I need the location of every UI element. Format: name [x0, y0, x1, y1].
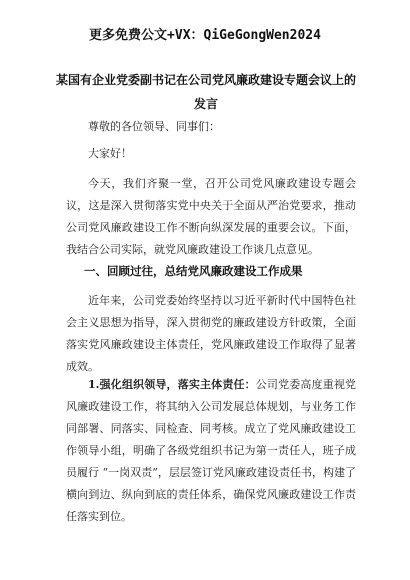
section-1-heading: 一、回顾过往，总结党风廉政建设工作成果 — [84, 264, 303, 278]
document-title: 某国有企业党委副书记在公司党风廉政建设专题会议上的发言 — [56, 73, 357, 111]
greeting: 大家好！ — [88, 147, 132, 160]
watermark-text: 更多免费公文+VX：QiGeGongWen2024 — [89, 28, 321, 43]
intro-paragraph: 今天，我们齐聚一堂，召开公司党风廉政建设专题会议，这是深入贯彻落实党中央关于全面从严治党要求，推动公司党风廉政建设工作不断向纵深发展的重要会议。下面，我结合公司实际，就党风廉政建设工作谈几点意见。 — [66, 177, 356, 256]
section-1-paragraph: 近年来，公司党委始终坚持以习近平新时代中国特色社会主义思想为指导，深入贯彻党的廉政建设方针政策，全面落实党风廉政建设主体责任，党风廉政建设工作取得了显著成效。 — [66, 294, 356, 373]
point-1-paragraph — [66, 374, 356, 528]
point-1-lead: 1.强化组织领导，落实主体责任： — [88, 378, 256, 391]
salutation: 尊敬的各位领导、同事们： — [88, 120, 220, 133]
point-1-body: 公司党委高度重视党风廉政建设工作，将其纳入公司发展总体规划，与业务工作同部署、同落实、同检查、同考核。成立了党风廉政建设工作领导小组，明确了各级党组织书记为第一责任人，班子成员履行 “一岗双责”，层层签订党风廉政建设责任书，构建了横向到边、纵向到底的责任体系，确保党风廉政建设工作责任落实到位。 — [66, 378, 357, 523]
